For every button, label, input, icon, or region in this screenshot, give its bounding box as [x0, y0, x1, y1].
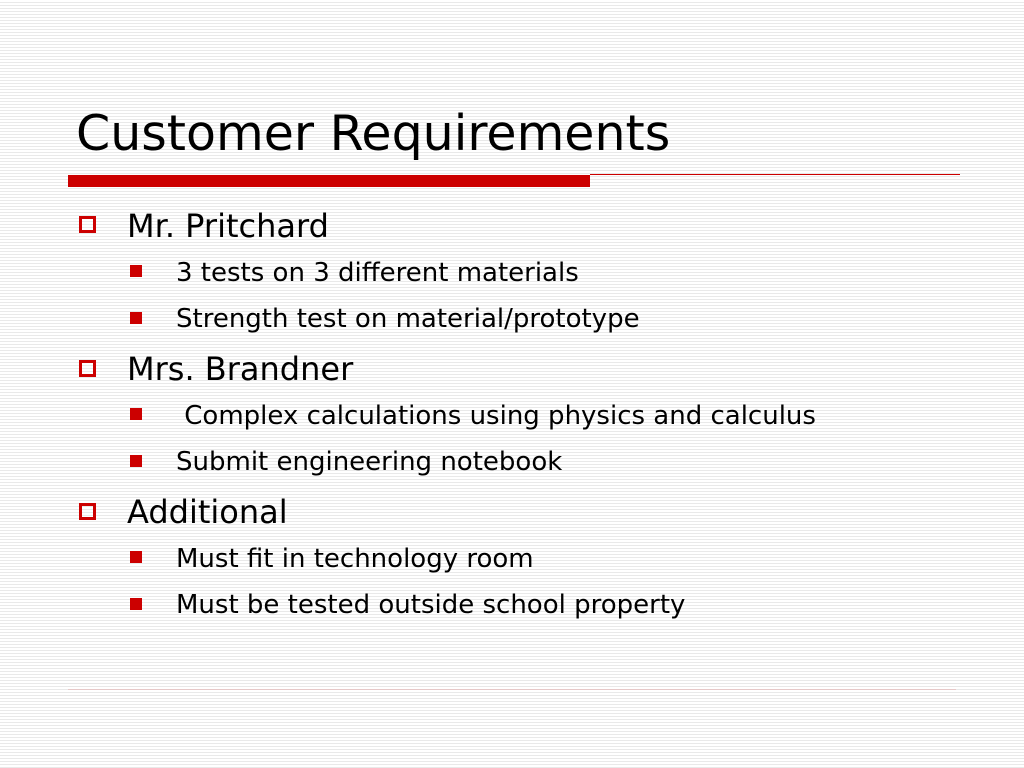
slide-title: Customer Requirements	[76, 105, 671, 162]
bullet-label: Mrs. Brandner	[127, 350, 354, 388]
hollow-square-bullet-icon	[79, 360, 96, 377]
filled-square-bullet-icon	[130, 455, 142, 467]
sub-bullet-text: Strength test on material/prototype	[176, 304, 640, 334]
sub-bullet-text: Must fit in technology room	[176, 544, 534, 574]
bullet-label: Additional	[127, 493, 288, 531]
sub-bullet-text: Submit engineering notebook	[176, 447, 563, 477]
filled-square-bullet-icon	[130, 598, 142, 610]
footer-divider	[68, 689, 956, 690]
filled-square-bullet-icon	[130, 312, 142, 324]
filled-square-bullet-icon	[130, 408, 142, 420]
bullet-label: Mr. Pritchard	[127, 207, 329, 245]
sub-bullet-text: Complex calculations using physics and calculus	[176, 401, 816, 431]
hollow-square-bullet-icon	[79, 216, 96, 233]
hollow-square-bullet-icon	[79, 503, 96, 520]
filled-square-bullet-icon	[130, 265, 142, 277]
sub-bullet-text: 3 tests on 3 different materials	[176, 258, 579, 288]
sub-bullet-text: Must be tested outside school property	[176, 590, 686, 620]
filled-square-bullet-icon	[130, 551, 142, 563]
